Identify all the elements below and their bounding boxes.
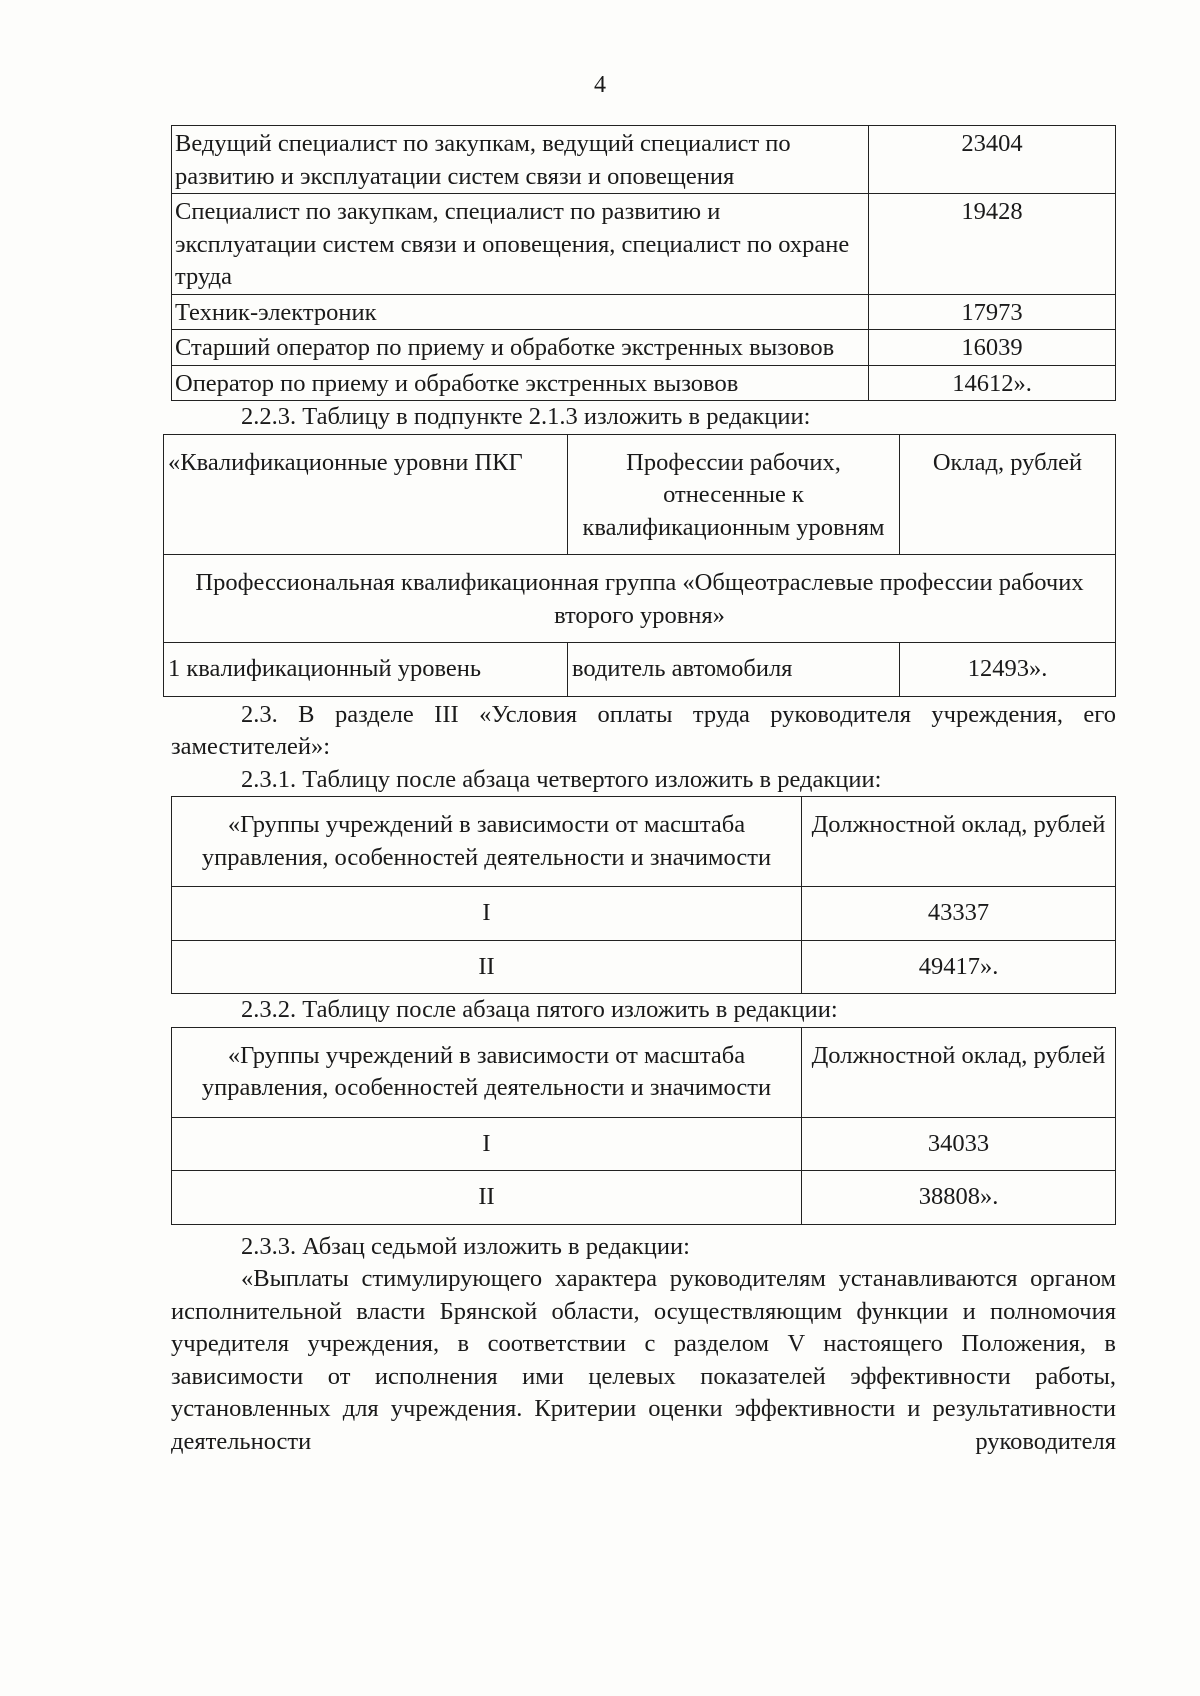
table-row — [172, 365, 1116, 401]
position-cell: Техник-электроник — [172, 294, 869, 330]
salary-cell: 43337 — [802, 887, 1116, 941]
profession-cell: водитель автомобиля — [568, 643, 900, 697]
table-row — [172, 126, 1116, 194]
header-groups: «Группы учреждений в зависимости от масштаба управления, особенностей деятельности и значимости — [172, 1027, 802, 1117]
paragraph-2-3: 2.3. В разделе III «Условия оплаты труда руководителя учреждения, его заместителей»: — [171, 700, 1116, 760]
table-row — [172, 294, 1116, 330]
salary-cell: 12493». — [900, 643, 1116, 697]
table-row — [164, 643, 1116, 697]
header-groups: «Группы учреждений в зависимости от масштаба управления, особенностей деятельности и значимости — [172, 797, 802, 887]
header-levels: «Квалификационные уровни ПКГ — [164, 434, 568, 555]
manager-salary-table-1 — [171, 796, 1116, 994]
salary-cell: 14612». — [869, 365, 1116, 401]
level-cell: 1 квалификационный уровень — [164, 643, 568, 697]
header-salary: Должностной оклад, рублей — [802, 797, 1116, 887]
table-header-row — [164, 434, 1116, 555]
position-cell: Оператор по приему и обработке экстренных вызовов — [172, 365, 869, 401]
paragraph-2-3-2: 2.3.2. Таблицу после абзаца пятого изложить в редакции: — [241, 996, 838, 1023]
salary-cell: 17973 — [869, 294, 1116, 330]
positions-salary-table — [171, 125, 1116, 401]
salary-cell: 34033 — [802, 1117, 1116, 1171]
salary-cell: 23404 — [869, 126, 1116, 194]
group-cell: I — [172, 887, 802, 941]
salary-cell: 19428 — [869, 194, 1116, 295]
table-row — [172, 1171, 1116, 1225]
group-title: Профессиональная квалификационная группа «Общеотраслевые профессии рабочих второго уровня» — [164, 555, 1116, 643]
header-salary: Оклад, рублей — [900, 434, 1116, 555]
table-header-row — [172, 797, 1116, 887]
position-cell: Старший оператор по приему и обработке экстренных вызовов — [172, 330, 869, 366]
salary-cell: 38808». — [802, 1171, 1116, 1225]
position-cell: Специалист по закупкам, специалист по развитию и эксплуатации систем связи и оповещения, специалист по охране труда — [172, 194, 869, 295]
salary-cell: 49417». — [802, 940, 1116, 994]
header-salary: Должностной оклад, рублей — [802, 1027, 1116, 1117]
paragraph-2-3-1: 2.3.1. Таблицу после абзаца четвертого изложить в редакции: — [241, 765, 882, 793]
table-row — [172, 887, 1116, 941]
position-cell: Ведущий специалист по закупкам, ведущий специалист по развитию и эксплуатации систем связи и оповещения — [172, 126, 869, 194]
table-row — [172, 940, 1116, 994]
document-body — [168, 125, 1116, 1458]
table-row — [172, 330, 1116, 366]
header-professions: Профессии рабочих, отнесенные к квалификационным уровням — [568, 434, 900, 555]
paragraph-quote: «Выплаты стимулирующего характера руководителям устанавливаются органом исполнительной власти Брянской области, осуществляющим функции и полномочия учредителя учреждения, в соответствии с разделом V настоящего Положения, в зависимости от исполнения ими целевых показателей эффективности работы, установленных для учреждения. Критерии оценки эффективности и результативности деятельности руководителя — [171, 1265, 1116, 1455]
group-title-row — [164, 555, 1116, 643]
page-number: 4 — [594, 72, 606, 98]
table-header-row — [172, 1027, 1116, 1117]
qualification-table — [163, 434, 1116, 697]
salary-cell: 16039 — [869, 330, 1116, 366]
paragraph-2-2-3: 2.2.3. Таблицу в подпункте 2.1.3 изложить в редакции: — [241, 403, 811, 430]
group-cell: II — [172, 1171, 802, 1225]
manager-salary-table-2 — [171, 1027, 1116, 1225]
table-row — [172, 1117, 1116, 1171]
group-cell: I — [172, 1117, 802, 1171]
table-row — [172, 194, 1116, 295]
group-cell: II — [172, 940, 802, 994]
paragraph-2-3-3: 2.3.3. Абзац седьмой изложить в редакции: — [241, 1232, 690, 1260]
